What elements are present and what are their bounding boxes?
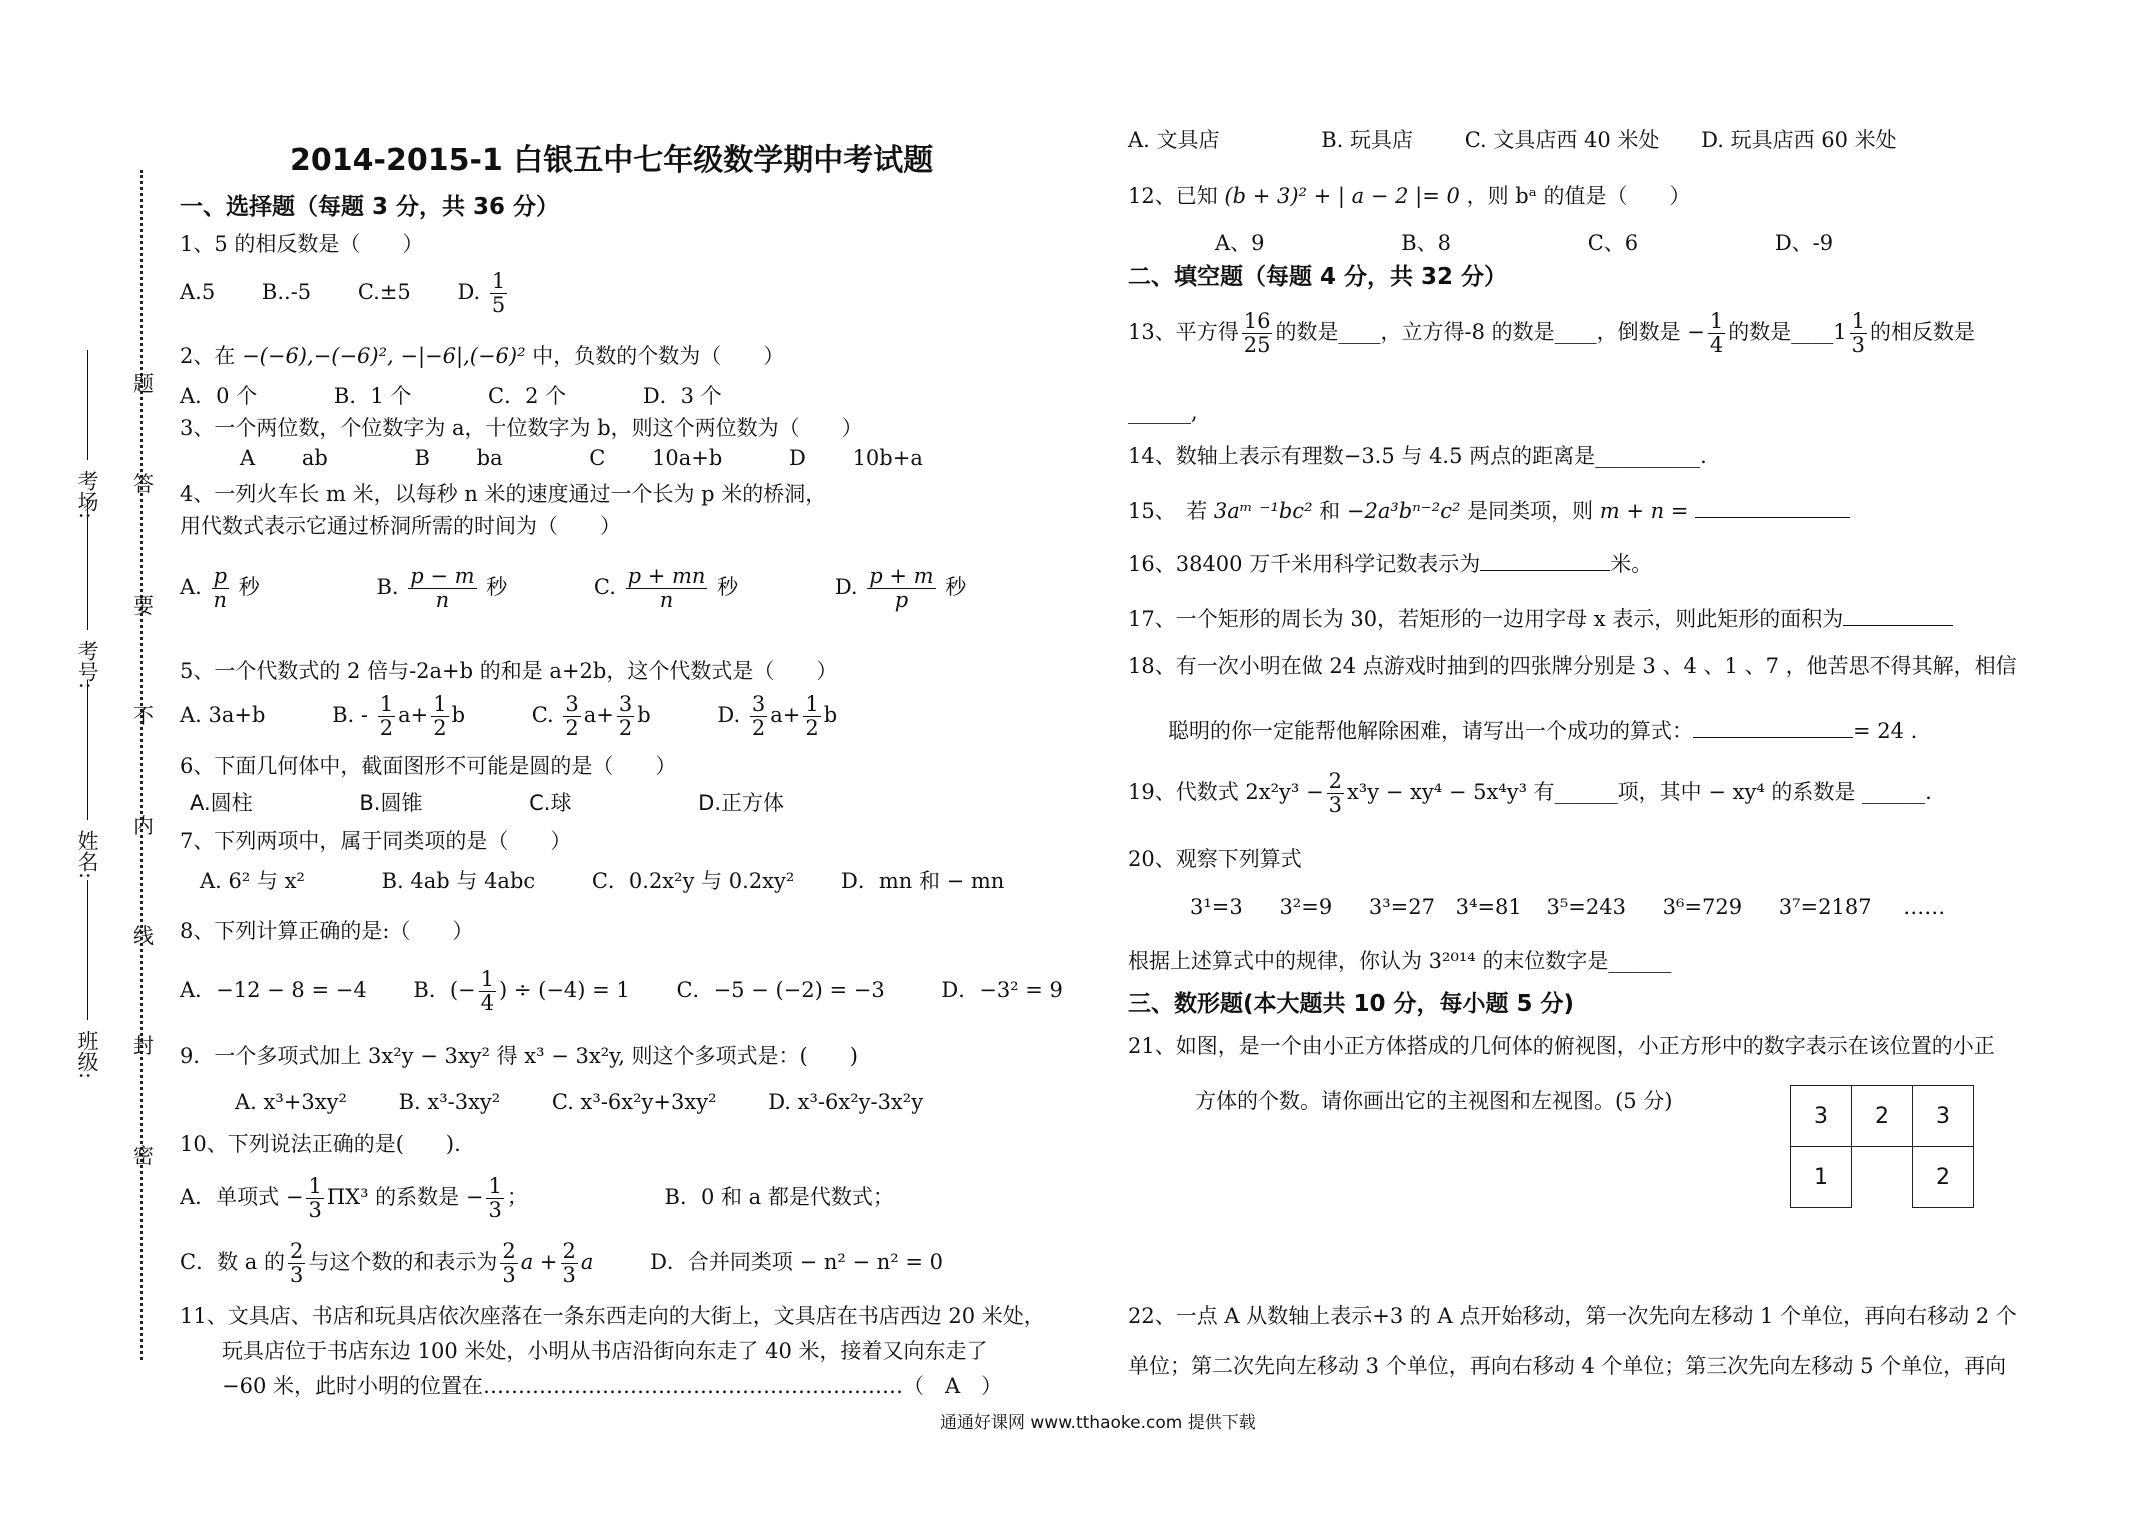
grid-cell: 3	[1791, 1086, 1852, 1147]
q2-stem	[180, 340, 784, 370]
q6-options	[190, 787, 784, 817]
q16-post: 米。	[1610, 552, 1653, 576]
q15-mid: 和	[1319, 499, 1341, 523]
q5-var: a+	[398, 703, 429, 728]
seal-char: 线	[133, 924, 154, 948]
q2-options	[180, 380, 722, 410]
q12-stem-pre: 12、已知	[1128, 184, 1218, 208]
q10-stem: 10、下列说法正确的是( ).	[180, 1132, 461, 1156]
q15-pre: 15、 若	[1128, 499, 1208, 523]
q11-line-2: 玩具店位于书店东边 100 米处，小明从书店沿街向东走了 40 米，接着又向东走了	[222, 1339, 988, 1363]
q5-opt-b-letter: B. -	[332, 703, 369, 728]
q20-ask: 根据上述算式中的规律，你认为 3²⁰¹⁴ 的末位数字是______	[1128, 949, 1672, 973]
blank-line-2	[87, 500, 88, 630]
q5-var: a+	[770, 703, 801, 728]
q2-stem-c: 中，负数的个数为（ ）	[532, 344, 785, 368]
q20-item: ……	[1903, 895, 1946, 919]
q4-opt-d-letter: D.	[834, 575, 858, 600]
grid-cell-empty	[1852, 1147, 1913, 1208]
q4-opt-a-letter: A.	[180, 575, 202, 600]
q11-opt-c: C. 文具店西 40 米处	[1464, 128, 1660, 152]
q9-opt-c: C. x³-6x²y+3xy²	[551, 1090, 717, 1114]
q19-pre: 19、代数式 2x²y³ −	[1128, 780, 1324, 805]
q18-line-2	[1168, 715, 1917, 745]
q5-var: b	[823, 703, 838, 728]
q20-item: 3⁷=2187	[1778, 895, 1872, 919]
q12-stem	[1128, 180, 1690, 210]
q10-opt-a-mid: ΠX³ 的系数是 −	[326, 1185, 484, 1210]
top-view-grid	[1790, 1085, 1974, 1208]
q21-line-1: 21、如图，是一个由小正方体搭成的几何体的俯视图，小正方形中的数字表示在该位置的小正	[1128, 1034, 1995, 1058]
q3-stem: 3、一个两位数，个位数字为 a，十位数字为 b，则这个两位数为（ ）	[180, 416, 863, 440]
grid-cell: 2	[1913, 1147, 1974, 1208]
q15-equation: m + n =	[1599, 499, 1689, 523]
q6-opt-d: D.正方体	[698, 791, 785, 815]
q4-opt-d-unit: 秒	[945, 575, 967, 600]
fraction: $\frac{1}{5}$	[491, 269, 506, 318]
q11-opt-d: D. 玩具店西 60 米处	[1701, 128, 1897, 152]
fraction: $\frac{1}{3}$	[308, 1174, 322, 1223]
q12-expression: (b + 3)² + | a − 2 |= 0	[1224, 184, 1460, 208]
fraction: $\frac{p}{n}$	[213, 564, 228, 613]
q12-opt-c: C、6	[1587, 231, 1639, 255]
q20-item: 3¹=3	[1190, 895, 1243, 919]
q13-part: 的数是____，立方得-8 的数是____，倒数是 −	[1275, 320, 1705, 345]
q20-item: 3⁵=243	[1546, 895, 1626, 919]
q1-stem: 1、5 的相反数是（ ）	[180, 232, 424, 256]
q10-opt-c-pre: C．数 a 的	[180, 1250, 285, 1275]
q8-opt-c: C．−5 − (−2) = −3	[676, 978, 885, 1003]
q14: 14、数轴上表示有理数−3.5 与 4.5 两点的距离是__________.	[1128, 444, 1707, 468]
q4-opt-b-letter: B.	[376, 575, 399, 600]
q10-opt-a-pre: A．单项式 −	[180, 1185, 304, 1210]
q1-opt-d: D.	[457, 280, 481, 305]
fraction: $\frac{16}{25}$	[1243, 309, 1271, 358]
q16-pre: 16、38400 万千米用科学记数表示为	[1128, 552, 1481, 576]
page-title: 2014-2015-1 白银五中七年级数学期中考试题	[290, 143, 934, 178]
q19-post: x³y − xy⁴ − 5x⁴y³ 有______项，其中 − xy⁴ 的系数是 ______.	[1346, 780, 1932, 805]
seal-char: 封	[133, 1034, 154, 1058]
q9-opt-d: D. x³-6x²y-3x²y	[768, 1090, 924, 1114]
q6-opt-c: C.球	[529, 791, 572, 815]
q8-opt-b-post: ) ÷ (−4) = 1	[499, 978, 630, 1003]
q10-opt-c-var: a	[580, 1250, 594, 1275]
q3-opt-b: ba	[476, 446, 503, 470]
q22-line-1: 22、一点 A 从数轴上表示+3 的 A 点开始移动，第一次先向左移动 1 个单位，再向右移动 2 个	[1128, 1304, 2017, 1328]
q6-opt-b: B.圆锥	[359, 791, 423, 815]
label-kaochang: 考场:	[75, 470, 99, 520]
fraction: $\frac{2}{3}$	[289, 1239, 304, 1288]
q12-options	[1215, 227, 1833, 257]
grid-cell: 3	[1913, 1086, 1974, 1147]
fraction: $\frac{1}{3}$	[488, 1174, 502, 1223]
seal-char: 答	[133, 472, 154, 496]
label-kaohao: 考号:	[75, 640, 99, 690]
q1-options	[180, 270, 510, 317]
q8-stem: 8、下列计算正确的是:（ ）	[180, 919, 474, 943]
section-1-heading: 一、选择题（每题 3 分，共 36 分）	[180, 194, 560, 220]
q18-equals: = 24 .	[1853, 719, 1918, 743]
q17	[1128, 603, 1953, 633]
q11-line-3: −60 米，此时小明的位置在……………………………………………………（ A ）	[222, 1374, 1003, 1398]
fraction: $\frac{2}{3}$	[562, 1239, 576, 1288]
q20-item: 3⁴=81	[1455, 895, 1522, 919]
q7-opt-b: B. 4ab 与 4abc	[381, 869, 536, 893]
q8-opt-d: D．−3² = 9	[941, 978, 1063, 1003]
q13-line-2: ______,	[1128, 400, 1198, 424]
answer-blank[interactable]	[1693, 719, 1853, 738]
q20-item: 3²=9	[1279, 895, 1333, 919]
q9-options	[235, 1090, 923, 1114]
q7-options	[200, 865, 1004, 895]
q4-opt-c-unit: 秒	[717, 575, 739, 600]
seal-char: 内	[133, 814, 154, 838]
q4-stem-1: 4、一列火车长 m 米，以每秒 n 米的速度通过一个长为 p 米的桥洞，	[180, 482, 827, 506]
grid-cell: 1	[1791, 1147, 1852, 1208]
label-xingming: 姓名:	[75, 830, 99, 880]
q2-opt-d: D．3 个	[642, 384, 722, 408]
q5-var: a+	[583, 703, 614, 728]
seal-char: 密	[133, 1144, 154, 1168]
q10-opt-c-var: a +	[520, 1250, 558, 1275]
fraction: $\frac{2}{3}$	[502, 1239, 516, 1288]
blank-line-4	[87, 880, 88, 1020]
seal-char: 不	[133, 704, 154, 728]
fraction: $\frac{2}{3}$	[1328, 769, 1342, 818]
q20-stem: 20、观察下列算式	[1128, 847, 1302, 871]
fraction: $\frac{3}{2}$	[751, 692, 766, 741]
binding-dotted-line	[140, 170, 143, 1360]
q6-opt-a: A.圆柱	[190, 791, 253, 815]
q9-opt-a: A. x³+3xy²	[235, 1090, 347, 1114]
q5-opt-d-letter: D.	[717, 703, 741, 728]
q10-opt-d: D．合并同类项 − n² − n² = 0	[650, 1250, 944, 1275]
q10-opt-b: B．0 和 a 都是代数式；	[664, 1185, 894, 1210]
q1-opt-a: A.5	[180, 280, 216, 305]
q11-opt-b: B. 玩具店	[1321, 128, 1414, 152]
q15-term-1: 3aᵐ ⁻¹bc²	[1213, 499, 1313, 523]
label-banji: 班级:	[75, 1030, 99, 1080]
q9-opt-b: B. x³-3xy²	[398, 1090, 501, 1114]
q3-opt-c-letter: C	[589, 446, 606, 470]
q5-options	[180, 693, 837, 740]
q3-opt-d: 10b+a	[852, 446, 923, 470]
q15-post: 是同类项，则	[1467, 499, 1594, 523]
q18-line-1: 18、有一次小明在做 24 点游戏时抽到的四张牌分别是 3 、4 、1 、7 ，他苦思不得其解，相信	[1128, 654, 2017, 678]
fraction: $\frac{1}{3}$	[1851, 309, 1865, 358]
q13-part: 的相反数是	[1870, 320, 1975, 345]
q21-line-2: 方体的个数。请你画出它的主视图和左视图。(5 分)	[1195, 1089, 1673, 1113]
q3-opt-a-letter: A	[240, 446, 256, 470]
answer-blank[interactable]	[1843, 607, 1953, 626]
q3-opt-c: 10a+b	[652, 446, 723, 470]
q12-stem-post: ，则 bᵃ 的值是（ ）	[1466, 184, 1691, 208]
q10-opt-c-mid: 与这个数的和表示为	[308, 1250, 498, 1275]
q15-term-2: −2a³bⁿ⁻²c²	[1346, 499, 1461, 523]
q7-opt-d: D．mn 和 − mn	[841, 869, 1005, 893]
fraction: $\frac{1}{4}$	[1709, 309, 1724, 358]
q17-text: 17、一个矩形的周长为 30，若矩形的一边用字母 x 表示，则此矩形的面积为	[1128, 607, 1844, 631]
q8-options	[180, 968, 1063, 1015]
blank-line-3	[87, 680, 88, 820]
q5-var: b	[637, 703, 651, 728]
fraction: $\frac{1}{2}$	[379, 692, 394, 741]
q1-opt-b: B..-5	[261, 280, 312, 305]
q5-stem: 5、一个代数式的 2 倍与-2a+b 的和是 a+2b，这个代数式是（ ）	[180, 659, 838, 683]
q13-line-1	[1128, 310, 1975, 357]
q10-option-cd	[180, 1240, 943, 1287]
q5-opt-c-letter: C.	[531, 703, 554, 728]
answer-blank[interactable]	[1695, 499, 1850, 518]
q11-line-1: 11、文具店、书店和玩具店依次座落在一条东西走向的大街上，文具店在书店西边 20 米处，	[180, 1304, 1045, 1328]
q8-opt-b-pre: B．(−	[413, 978, 476, 1003]
q15	[1128, 495, 1850, 525]
q6-stem: 6、下面几何体中，截面图形不可能是圆的是（ ）	[180, 754, 677, 778]
q11-opt-a: A. 文具店	[1128, 128, 1220, 152]
q22-line-2: 单位；第二次先向左移动 3 个单位，再向右移动 4 个单位；第三次先向左移动 5 个单位，再向	[1128, 1354, 2007, 1378]
q2-stem-a: 2、在	[180, 344, 236, 368]
q4-opt-a-unit: 秒	[238, 575, 260, 600]
fraction: $\frac{3}{2}$	[565, 692, 579, 741]
q10-opt-a-post: ；	[506, 1185, 528, 1210]
q12-opt-a: A、9	[1215, 231, 1265, 255]
q18-text: 聪明的你一定能帮他解除困难，请写出一个成功的算式：	[1168, 719, 1693, 743]
q12-opt-b: B、8	[1401, 231, 1452, 255]
q20-item: 3³=27	[1368, 895, 1435, 919]
q20-sequence	[1190, 895, 1945, 919]
q3-opt-b-letter: B	[414, 446, 430, 470]
q4-stem-2: 用代数式表示它通过桥洞所需的时间为（ ）	[180, 514, 621, 538]
fraction: $\frac{p + m}{p}$	[869, 564, 934, 613]
q12-opt-d: D、-9	[1774, 231, 1834, 255]
q3-opt-d-letter: D	[789, 446, 806, 470]
q4-opt-c-letter: C.	[593, 575, 616, 600]
q3-opt-a: ab	[301, 446, 328, 470]
q3-options	[240, 446, 923, 470]
fraction: $\frac{3}{2}$	[618, 692, 633, 741]
q4-opt-b-unit: 秒	[486, 575, 508, 600]
q7-stem: 7、下列两项中，属于同类项的是（ ）	[180, 829, 572, 853]
seal-char: 要	[133, 594, 154, 618]
q5-opt-a: A. 3a+b	[180, 703, 266, 728]
q20-item: 3⁶=729	[1662, 895, 1743, 919]
q1-opt-c: C.±5	[357, 280, 411, 305]
q2-expression: −(−6),−(−6)², −|−6|,(−6)²	[242, 344, 526, 368]
q7-opt-a: A. 6² 与 x²	[200, 869, 305, 893]
fraction: $\frac{1}{2}$	[433, 692, 447, 741]
q2-opt-b: B．1 个	[333, 384, 412, 408]
seal-char: 题	[133, 372, 154, 396]
q10-option-ab	[180, 1175, 894, 1222]
answer-blank[interactable]	[1480, 552, 1610, 571]
q13-part: 的数是____1	[1728, 320, 1847, 345]
section-3-heading: 三、数形题(本大题共 10 分，每小题 5 分)	[1128, 991, 1575, 1017]
q19	[1128, 770, 1932, 817]
fraction: $\frac{1}{4}$	[480, 967, 494, 1016]
grid-cell: 2	[1852, 1086, 1913, 1147]
q4-options	[180, 565, 966, 612]
footer-credit: 通通好课网 www.tthaoke.com 提供下载	[940, 1413, 1256, 1433]
q2-opt-a: A．0 个	[180, 384, 258, 408]
q13-part: 13、平方得	[1128, 320, 1239, 345]
q2-opt-c: C．2 个	[488, 384, 567, 408]
q7-opt-c: C．0.2x²y 与 0.2xy²	[591, 869, 795, 893]
fraction: $\frac{p + mn}{n}$	[627, 564, 706, 613]
blank-line-1	[87, 350, 88, 460]
q11-options	[1128, 124, 1897, 154]
q5-var: b	[451, 703, 466, 728]
fraction: $\frac{1}{2}$	[805, 692, 819, 741]
q16	[1128, 548, 1652, 578]
section-2-heading: 二、填空题（每题 4 分，共 32 分）	[1128, 264, 1508, 290]
fraction: $\frac{p - m}{n}$	[410, 564, 475, 613]
q9-stem: 9．一个多项式加上 3x²y − 3xy² 得 x³ − 3x²y, 则这个多项式是：( )	[180, 1044, 858, 1068]
q8-opt-a: A．−12 − 8 = −4	[180, 978, 367, 1003]
